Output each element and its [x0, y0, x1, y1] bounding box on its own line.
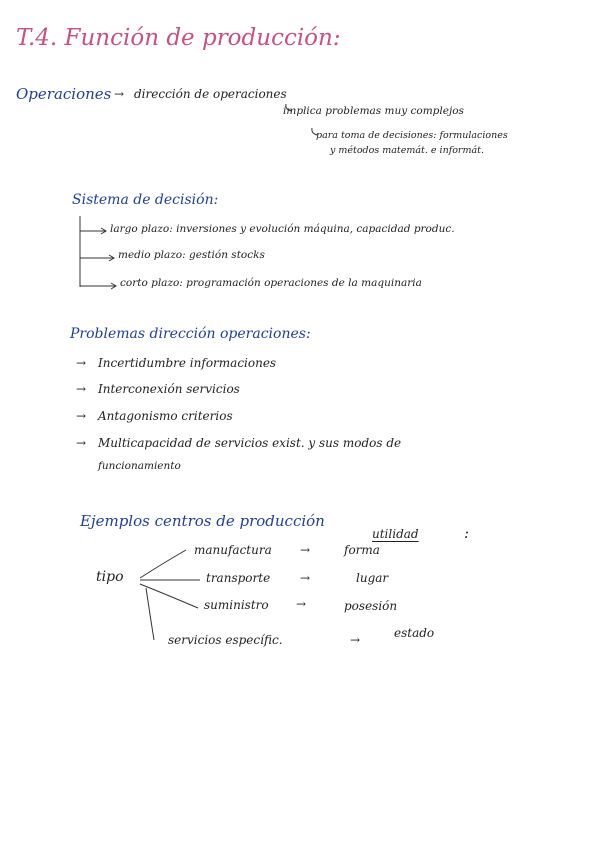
tipo-row-3-left: suministro — [204, 598, 269, 612]
problemas-item-4: Multicapacidad de servicios exist. y sus modos de — [98, 436, 402, 450]
problemas-heading: Problemas dirección operaciones: — [70, 326, 311, 342]
tipo-branch-4 — [146, 588, 154, 640]
tipo-row-4-left: servicios específic. — [168, 633, 283, 647]
utilidad-label: utilidad — [372, 527, 419, 541]
tipo-row-3-right: posesión — [344, 599, 398, 613]
utilidad-colon: : — [464, 524, 470, 542]
problemas-arrow-3: → — [76, 409, 87, 423]
tipo-branch-1 — [140, 550, 186, 578]
operaciones-label: Operaciones — [16, 85, 112, 103]
operaciones-note-2b: y métodos matemát. e informát. — [330, 145, 484, 156]
problemas-arrow-2: → — [76, 382, 87, 396]
problemas-item-3: Antagonismo criterios — [98, 409, 233, 423]
tipo-row-4-right: estado — [394, 626, 435, 640]
note-2-hook — [312, 128, 318, 135]
note-1-hook — [286, 104, 292, 111]
sistema-item-medio: medio plazo: gestión stocks — [118, 249, 265, 261]
ejemplos-heading: Ejemplos centros de producción — [80, 512, 325, 530]
tipo-row-2-right: lugar — [356, 571, 389, 585]
tipo-row-4-arrow: → — [350, 633, 361, 647]
tipo-row-1-left: manufactura — [194, 543, 272, 557]
tipo-row-1-right: forma — [344, 543, 380, 557]
sistema-heading: Sistema de decisión: — [72, 192, 219, 208]
page-title: T.4. Función de producción: — [16, 25, 341, 51]
problemas-arrow-4: → — [76, 436, 87, 450]
problemas-arrow-1: → — [76, 356, 87, 370]
tipo-row-3-arrow: → — [296, 597, 307, 611]
operaciones-note-2a: para toma de decisiones: formulaciones — [316, 130, 508, 141]
operaciones-note-1: implica problemas muy complejos — [283, 105, 464, 117]
sistema-item-largo: largo plazo: inversiones y evolución máquina, capacidad produc. — [110, 223, 455, 235]
tipo-row-2-arrow: → — [300, 571, 311, 585]
sistema-item-corto: corto plazo: programación operaciones de la maquinaria — [120, 277, 422, 289]
operaciones-target: dirección de operaciones — [134, 87, 287, 101]
tipo-row-1-arrow: → — [300, 543, 311, 557]
tipo-row-2-left: transporte — [206, 571, 271, 585]
problemas-item-4-cont: funcionamiento — [98, 460, 181, 472]
problemas-item-2: Interconexión servicios — [98, 382, 240, 396]
problemas-item-1: Incertidumbre informaciones — [98, 356, 277, 370]
operaciones-arrow: → — [114, 87, 125, 101]
tipo-label: tipo — [96, 569, 124, 585]
